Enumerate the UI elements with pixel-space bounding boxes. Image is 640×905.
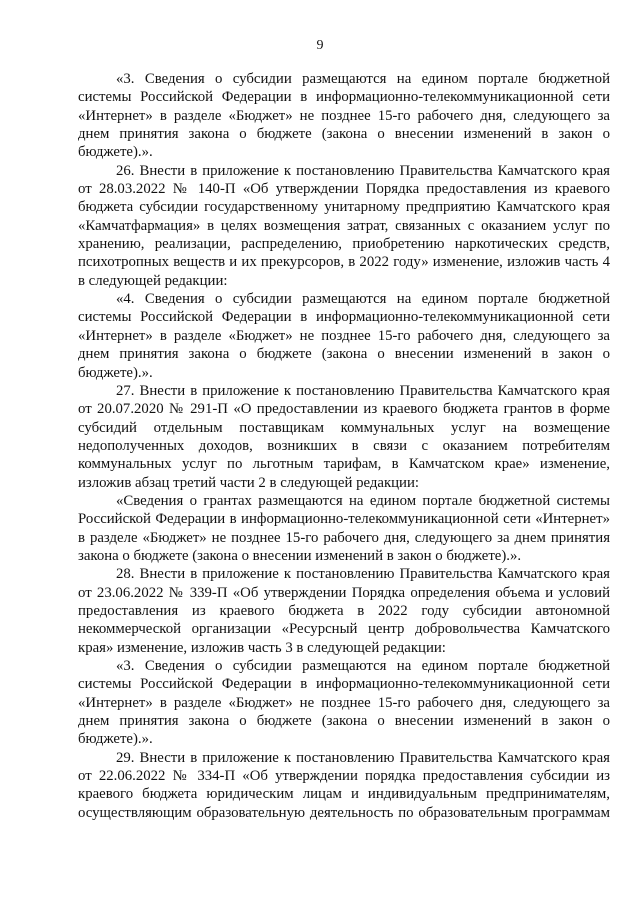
paragraph: «3. Сведения о субсидии размещаются на едином портале бюджетной системы Российской Федерации в информационно-телекоммуникационной сети «Интернет» в разделе «Бюджет» не позднее 15-го рабочего дня, следующего за днем принятия закона о бюджете (закона о внесении изменений в закон о бюджете).». — [78, 658, 610, 748]
paragraph: 27. Внести в приложение к постановлению Правительства Камчатского края от 20.07.2020 № 291-П «О предоставлении из краевого бюджета грантов в форме субсидий отдельным поставщикам коммунальных услуг на возмещение недополученных доходов, возникших в связи с оказанием потребителям коммунальных услуг по льготным тарифам, в Камчатском крае» изменение, изложив абзац третий части 2 в следующей редакции: — [78, 382, 610, 491]
paragraph-continued: 29. Внести в приложение к постановлению Правительства Камчатского края от 22.06.2022 № 334-П «Об утверждении порядка предоставления субсидии из краевого бюджета юридическим лицам и индивидуальным предпринимателям, осуществляющим образовательную деятельность по образовательным программам — [78, 749, 610, 821]
document-body — [78, 70, 610, 822]
paragraph: «Сведения о грантах размещаются на едином портале бюджетной системы Российской Федерации в информационно-телекоммуникационной сети «Интернет» в разделе «Бюджет» не позднее 15-го рабочего дня, следующего за днем принятия закона о бюджете (закона о внесении изменений в закон о бюджете).». — [78, 492, 610, 564]
paragraph: «4. Сведения о субсидии размещаются на едином портале бюджетной системы Российской Федерации в информационно-телекоммуникационной сети «Интернет» в разделе «Бюджет» не позднее 15-го рабочего дня, следующего за днем принятия закона о бюджете (закона о внесении изменений в закон о бюджете).». — [78, 291, 610, 381]
page-number: 9 — [316, 38, 324, 53]
paragraph: 26. Внести в приложение к постановлению Правительства Камчатского края от 28.03.2022 № 140-П «Об утверждении Порядка предоставления из краевого бюджета субсидии государственному унитарному предприятию Камчатского края «Камчатфармация» в целях возмещения затрат, связанных с оказанием услуг по хранению, реализации, распределению, приобретению наркотических средств, психотропных веществ и их прекурсоров, в 2022 году» изменение, изложив часть 4 в следующей редакции: — [78, 162, 610, 289]
paragraph: «3. Сведения о субсидии размещаются на едином портале бюджетной системы Российской Федерации в информационно-телекоммуникационной сети «Интернет» в разделе «Бюджет» не позднее 15-го рабочего дня, следующего за днем принятия закона о бюджете (закона о внесении изменений в закон о бюджете).». — [78, 71, 610, 161]
paragraph: 28. Внести в приложение к постановлению Правительства Камчатского края от 23.06.2022 № 339-П «Об утверждении Порядка определения объема и условий предоставления из краевого бюджета в 2022 году субсидии автономной некоммерческой организации «Ресурсный центр добровольчества Камчатского края» изменение, изложив часть 3 в следующей редакции: — [78, 566, 610, 656]
